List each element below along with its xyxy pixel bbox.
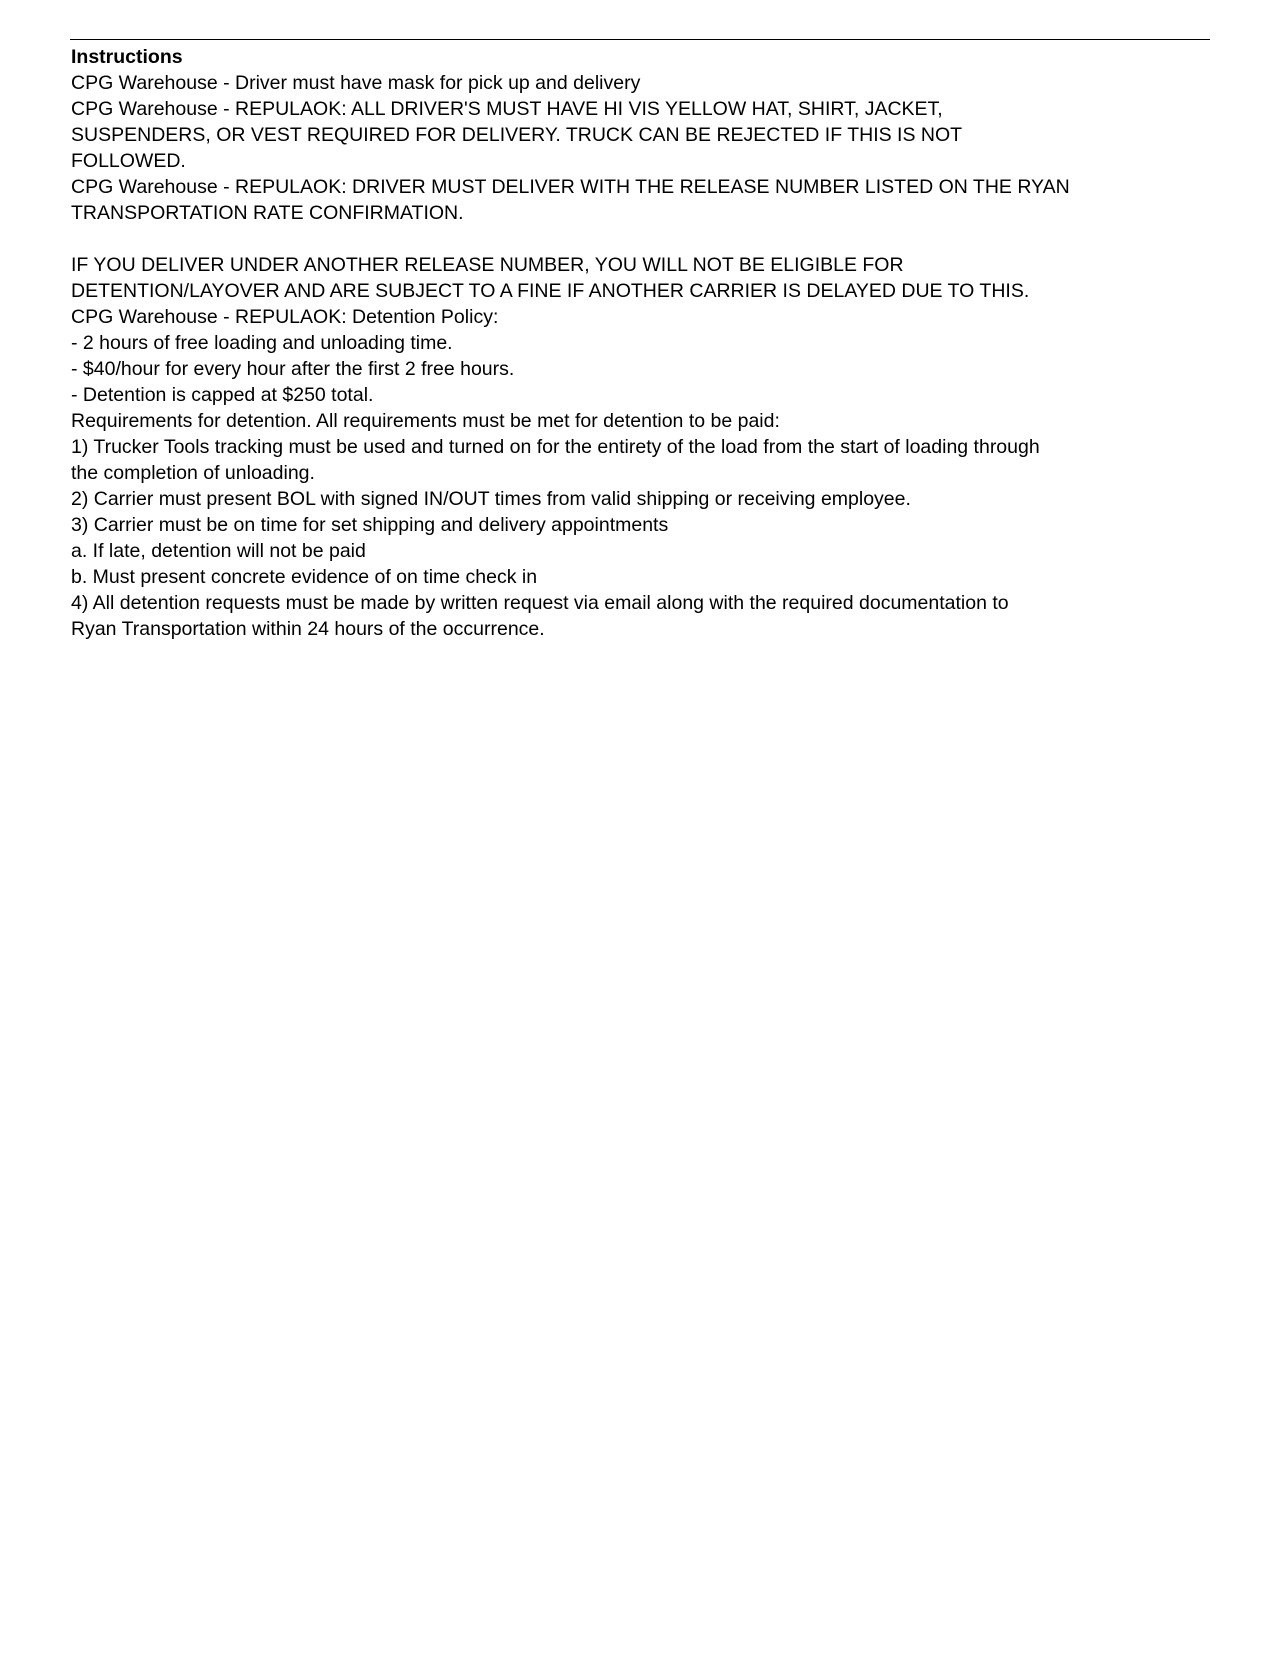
- instruction-line: CPG Warehouse - Driver must have mask for pick up and delivery: [71, 72, 641, 94]
- instruction-line: CPG Warehouse - REPULAOK: ALL DRIVER'S MUST HAVE HI VIS YELLOW HAT, SHIRT, JACKET,: [71, 98, 943, 120]
- blank-line: [71, 226, 1211, 252]
- instruction-line: DETENTION/LAYOVER AND ARE SUBJECT TO A FINE IF ANOTHER CARRIER IS DELAYED DUE TO THIS.: [71, 280, 1030, 302]
- instruction-line: a. If late, detention will not be paid: [71, 540, 366, 562]
- instruction-line: the completion of unloading.: [71, 462, 315, 484]
- instruction-line: TRANSPORTATION RATE CONFIRMATION.: [71, 202, 464, 224]
- top-divider-line: [70, 39, 1210, 40]
- instruction-line: FOLLOWED.: [71, 150, 186, 172]
- instructions-section: [71, 44, 1211, 642]
- instruction-lines: [71, 70, 1211, 642]
- instruction-line: 3) Carrier must be on time for set shipping and delivery appointments: [71, 514, 669, 536]
- instruction-line: CPG Warehouse - REPULAOK: Detention Policy:: [71, 306, 499, 328]
- instruction-line: b. Must present concrete evidence of on time check in: [71, 566, 538, 588]
- instruction-line: Ryan Transportation within 24 hours of the occurrence.: [71, 618, 545, 640]
- instruction-line: - $40/hour for every hour after the first 2 free hours.: [71, 358, 515, 380]
- instruction-line: 2) Carrier must present BOL with signed IN/OUT times from valid shipping or receiving employee.: [71, 488, 911, 510]
- section-heading: Instructions: [71, 46, 183, 68]
- instruction-line: - Detention is capped at $250 total.: [71, 384, 374, 406]
- instruction-line: 4) All detention requests must be made by written request via email along with the required documentation to: [71, 592, 1009, 614]
- instruction-line: IF YOU DELIVER UNDER ANOTHER RELEASE NUMBER, YOU WILL NOT BE ELIGIBLE FOR: [71, 254, 904, 276]
- instruction-line: Requirements for detention. All requirements must be met for detention to be paid:: [71, 410, 780, 432]
- instruction-line: 1) Trucker Tools tracking must be used and turned on for the entirety of the load from the start of loading through: [71, 436, 1040, 458]
- instruction-line: SUSPENDERS, OR VEST REQUIRED FOR DELIVERY. TRUCK CAN BE REJECTED IF THIS IS NOT: [71, 124, 963, 146]
- instruction-line: - 2 hours of free loading and unloading time.: [71, 332, 453, 354]
- instruction-line: CPG Warehouse - REPULAOK: DRIVER MUST DELIVER WITH THE RELEASE NUMBER LISTED ON THE RYAN: [71, 176, 1070, 198]
